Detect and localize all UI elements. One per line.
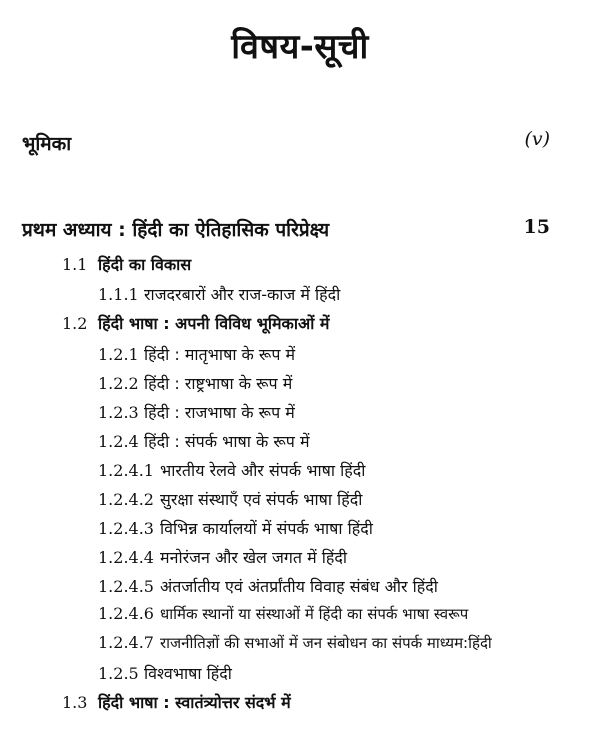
toc-entry bbox=[62, 691, 291, 713]
toc-entry-number: 1.2.4.4 bbox=[98, 548, 154, 567]
toc-entry bbox=[98, 343, 295, 365]
toc-entry-text: राजदरबारों और राज-काज में हिंदी bbox=[144, 285, 341, 304]
toc-entry bbox=[98, 604, 468, 624]
toc-entry bbox=[98, 401, 295, 423]
toc-entry-text: अंतर्जातीय एवं अंतर्प्रांतीय विवाह संबंध और हिंदी bbox=[160, 577, 438, 596]
toc-entry-text: भारतीय रेलवे और संपर्क भाषा हिंदी bbox=[160, 461, 366, 480]
toc-entry-number: 1.2.4.5 bbox=[98, 577, 154, 596]
toc-entry-number: 1.2.5 bbox=[98, 664, 139, 683]
toc-entry bbox=[62, 253, 191, 275]
toc-entry-number: 1.2.4.7 bbox=[98, 633, 154, 652]
toc-entry-text: हिंदी : राष्ट्रभाषा के रूप में bbox=[144, 374, 293, 393]
toc-entry-number: 1.2.4.6 bbox=[98, 604, 154, 623]
toc-entry bbox=[98, 633, 492, 653]
toc-entry-number: 1.2.4 bbox=[98, 432, 139, 451]
toc-entry-number: 1.1.1 bbox=[98, 285, 139, 304]
toc-entry-number: 1.2 bbox=[62, 314, 88, 333]
toc-entry-text: धार्मिक स्थानों या संस्थाओं में हिंदी का संपर्क भाषा स्वरूप bbox=[160, 605, 469, 623]
toc-entry-text: राजनीतिज्ञों की सभाओं में जन संबोधन का संपर्क माध्यम:हिंदी bbox=[160, 634, 492, 652]
toc-entry-number: 1.2.4.1 bbox=[98, 461, 154, 480]
toc-entry-number: 1.2.3 bbox=[98, 403, 139, 422]
toc-preface-page: (v) bbox=[524, 128, 550, 150]
toc-entry bbox=[98, 662, 232, 684]
toc-entry bbox=[98, 430, 310, 452]
toc-entry bbox=[98, 283, 340, 305]
toc-entry bbox=[62, 312, 329, 334]
toc-entry-text: हिंदी : राजभाषा के रूप में bbox=[144, 403, 295, 422]
toc-preface-label: भूमिका bbox=[22, 133, 72, 155]
toc-entry-number: 1.3 bbox=[62, 693, 88, 712]
page-title: विषय-सूची bbox=[231, 27, 369, 67]
toc-entry-text: हिंदी का विकास bbox=[98, 255, 192, 274]
toc-entry bbox=[98, 459, 365, 481]
toc-entry-text: हिंदी : संपर्क भाषा के रूप में bbox=[144, 432, 310, 451]
toc-entry-number: 1.2.1 bbox=[98, 345, 139, 364]
toc-entry bbox=[98, 517, 373, 539]
toc-entry-number: 1.2.2 bbox=[98, 374, 139, 393]
toc-entry-text: मनोरंजन और खेल जगत में हिंदी bbox=[160, 548, 348, 567]
toc-entry-number: 1.2.4.2 bbox=[98, 490, 154, 509]
toc-chapter-heading: प्रथम अध्याय : हिंदी का ऐतिहासिक परिप्रेक्ष्य bbox=[22, 219, 330, 241]
toc-entry-text: हिंदी : मातृभाषा के रूप में bbox=[144, 345, 296, 364]
toc-entry-text: विश्वभाषा हिंदी bbox=[144, 664, 232, 683]
toc-entry-text: सुरक्षा संस्थाएँ एवं संपर्क भाषा हिंदी bbox=[160, 490, 363, 509]
toc-entry-number: 1.1 bbox=[62, 255, 88, 274]
toc-chapter-page: 15 bbox=[523, 216, 550, 238]
toc-entry-text: हिंदी भाषा : अपनी विविध भूमिकाओं में bbox=[98, 314, 330, 333]
toc-entry bbox=[98, 575, 438, 597]
toc-entry-number: 1.2.4.3 bbox=[98, 519, 154, 538]
toc-entry-text: हिंदी भाषा : स्वातंत्र्योत्तर संदर्भ में bbox=[98, 693, 291, 712]
toc-entry-text: विभिन्न कार्यालयों में संपर्क भाषा हिंदी bbox=[160, 519, 373, 538]
toc-entry bbox=[98, 488, 362, 510]
toc-entry bbox=[98, 372, 292, 394]
toc-entry bbox=[98, 546, 347, 568]
